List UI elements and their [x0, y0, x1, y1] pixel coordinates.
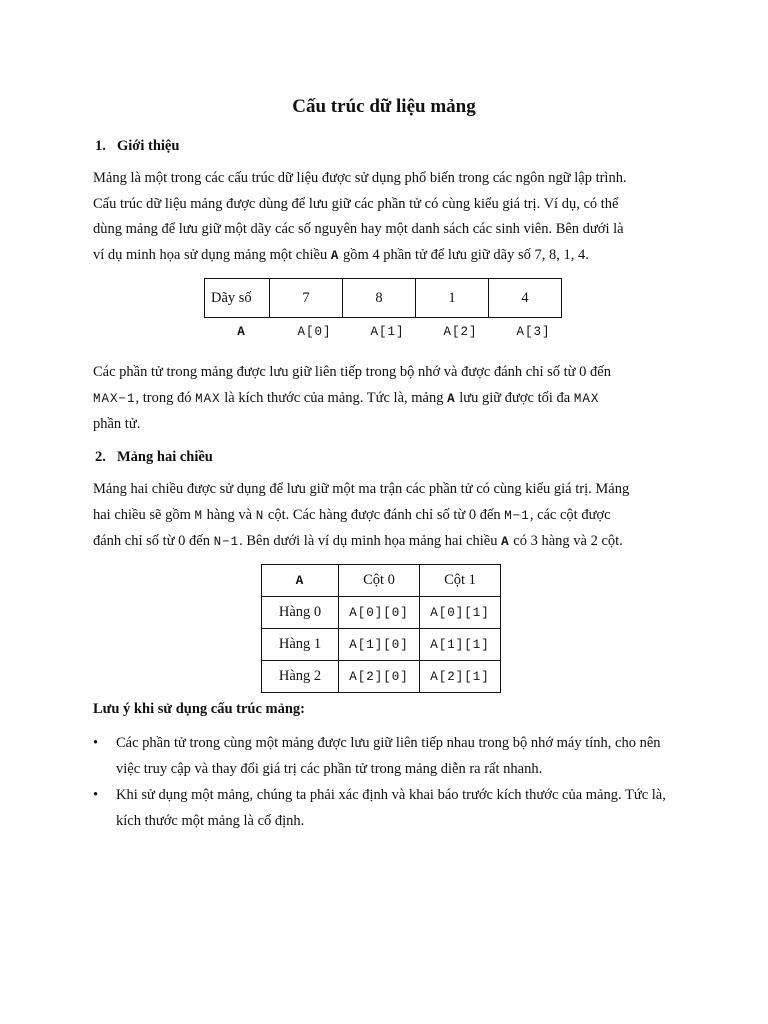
matrix-col-header: Cột 0: [339, 565, 420, 597]
section-1-number: 1.: [95, 138, 106, 154]
section-1-paragraph-2: [93, 360, 683, 438]
matrix-corner-cell: A: [262, 565, 339, 597]
notes-heading: Lưu ý khi sử dụng cấu trúc mảng:: [93, 701, 305, 717]
matrix-cell: A[1][0]: [339, 629, 420, 661]
section-2-title: Mảng hai chiều: [117, 449, 213, 465]
page-title: Cấu trúc dữ liệu mảng: [292, 96, 476, 117]
array-index: A[0]: [297, 325, 332, 339]
array-value-cell: 8: [343, 279, 416, 318]
para-line: MAX−1, trong đó MAX là kích thước của mảng. Tức là, mảng A lưu giữ được tối đa MAX: [93, 389, 600, 406]
array-index: A[2]: [443, 325, 478, 339]
para-line: phần tử.: [93, 416, 141, 432]
para-line: hai chiều sẽ gồm M hàng và N cột. Các hàng được đánh chỉ số từ 0 đến M−1, các cột được: [93, 506, 611, 523]
array-label-cell: Dãy số: [205, 279, 270, 318]
matrix-table: [261, 564, 501, 693]
section-1-paragraph: [93, 166, 683, 269]
para-line: Các phần tử trong mảng được lưu giữ liên tiếp trong bộ nhớ và được đánh chỉ số từ 0 đến: [93, 364, 611, 380]
para-line: Mảng hai chiều được sử dụng để lưu giữ một ma trận các phần tử có cùng kiểu giá trị. Mảng: [93, 481, 630, 497]
bullet-icon: •: [93, 787, 99, 803]
section-2-number: 2.: [95, 449, 106, 465]
para-line: dùng mảng để lưu giữ một dãy các số nguyên hay một danh sách các sinh viên. Bên dưới là: [93, 221, 624, 237]
section-2-heading: [95, 449, 213, 466]
array-value-cell: 4: [489, 279, 562, 318]
matrix-cell: A[0][0]: [339, 597, 420, 629]
array-name: A: [237, 325, 246, 339]
section-1-title: Giới thiệu: [117, 138, 180, 154]
notes-list: [93, 731, 683, 835]
matrix-row-header: Hàng 2: [262, 661, 339, 693]
list-item: • Các phần tử trong cùng một mảng được lưu giữ liên tiếp nhau trong bộ nhớ máy tính, cho nên việc truy cập và thay đổi giá trị các phần tử trong mảng diễn ra rất nhanh.: [93, 731, 683, 782]
array-index: A[1]: [370, 325, 405, 339]
array-index: A[3]: [516, 325, 551, 339]
code-a: A: [330, 248, 340, 263]
bullet-icon: •: [93, 735, 99, 751]
section-2-paragraph: [93, 477, 683, 556]
array-index-row: [205, 325, 570, 339]
array-table: [204, 278, 562, 318]
para-line: Mảng là một trong các cấu trúc dữ liệu được sử dụng phổ biến trong các ngôn ngữ lập trình.: [93, 170, 627, 186]
matrix-row-header: Hàng 0: [262, 597, 339, 629]
para-line: Cấu trúc dữ liệu mảng được dùng để lưu giữ các phần tử có cùng kiểu giá trị. Ví dụ, có thể: [93, 195, 619, 212]
array-value-cell: 1: [416, 279, 489, 318]
matrix-cell: A[0][1]: [420, 597, 501, 629]
matrix-cell: A[1][1]: [420, 629, 501, 661]
section-1-heading: [95, 138, 179, 155]
para-line: đánh chỉ số từ 0 đến N−1. Bên dưới là ví dụ minh họa mảng hai chiều A có 3 hàng và 2 cột.: [93, 533, 623, 549]
matrix-row-header: Hàng 1: [262, 629, 339, 661]
list-item: • Khi sử dụng một mảng, chúng ta phải xác định và khai báo trước kích thước của mảng. Tức là, kích thước một mảng là cố định.: [93, 783, 683, 834]
array-value-cell: 7: [270, 279, 343, 318]
para-line: ví dụ minh họa sử dụng mảng một chiều A gồm 4 phần tử để lưu giữ dãy số 7, 8, 1, 4.: [93, 246, 589, 263]
matrix-col-header: Cột 1: [420, 565, 501, 597]
matrix-cell: A[2][1]: [420, 661, 501, 693]
matrix-cell: A[2][0]: [339, 661, 420, 693]
